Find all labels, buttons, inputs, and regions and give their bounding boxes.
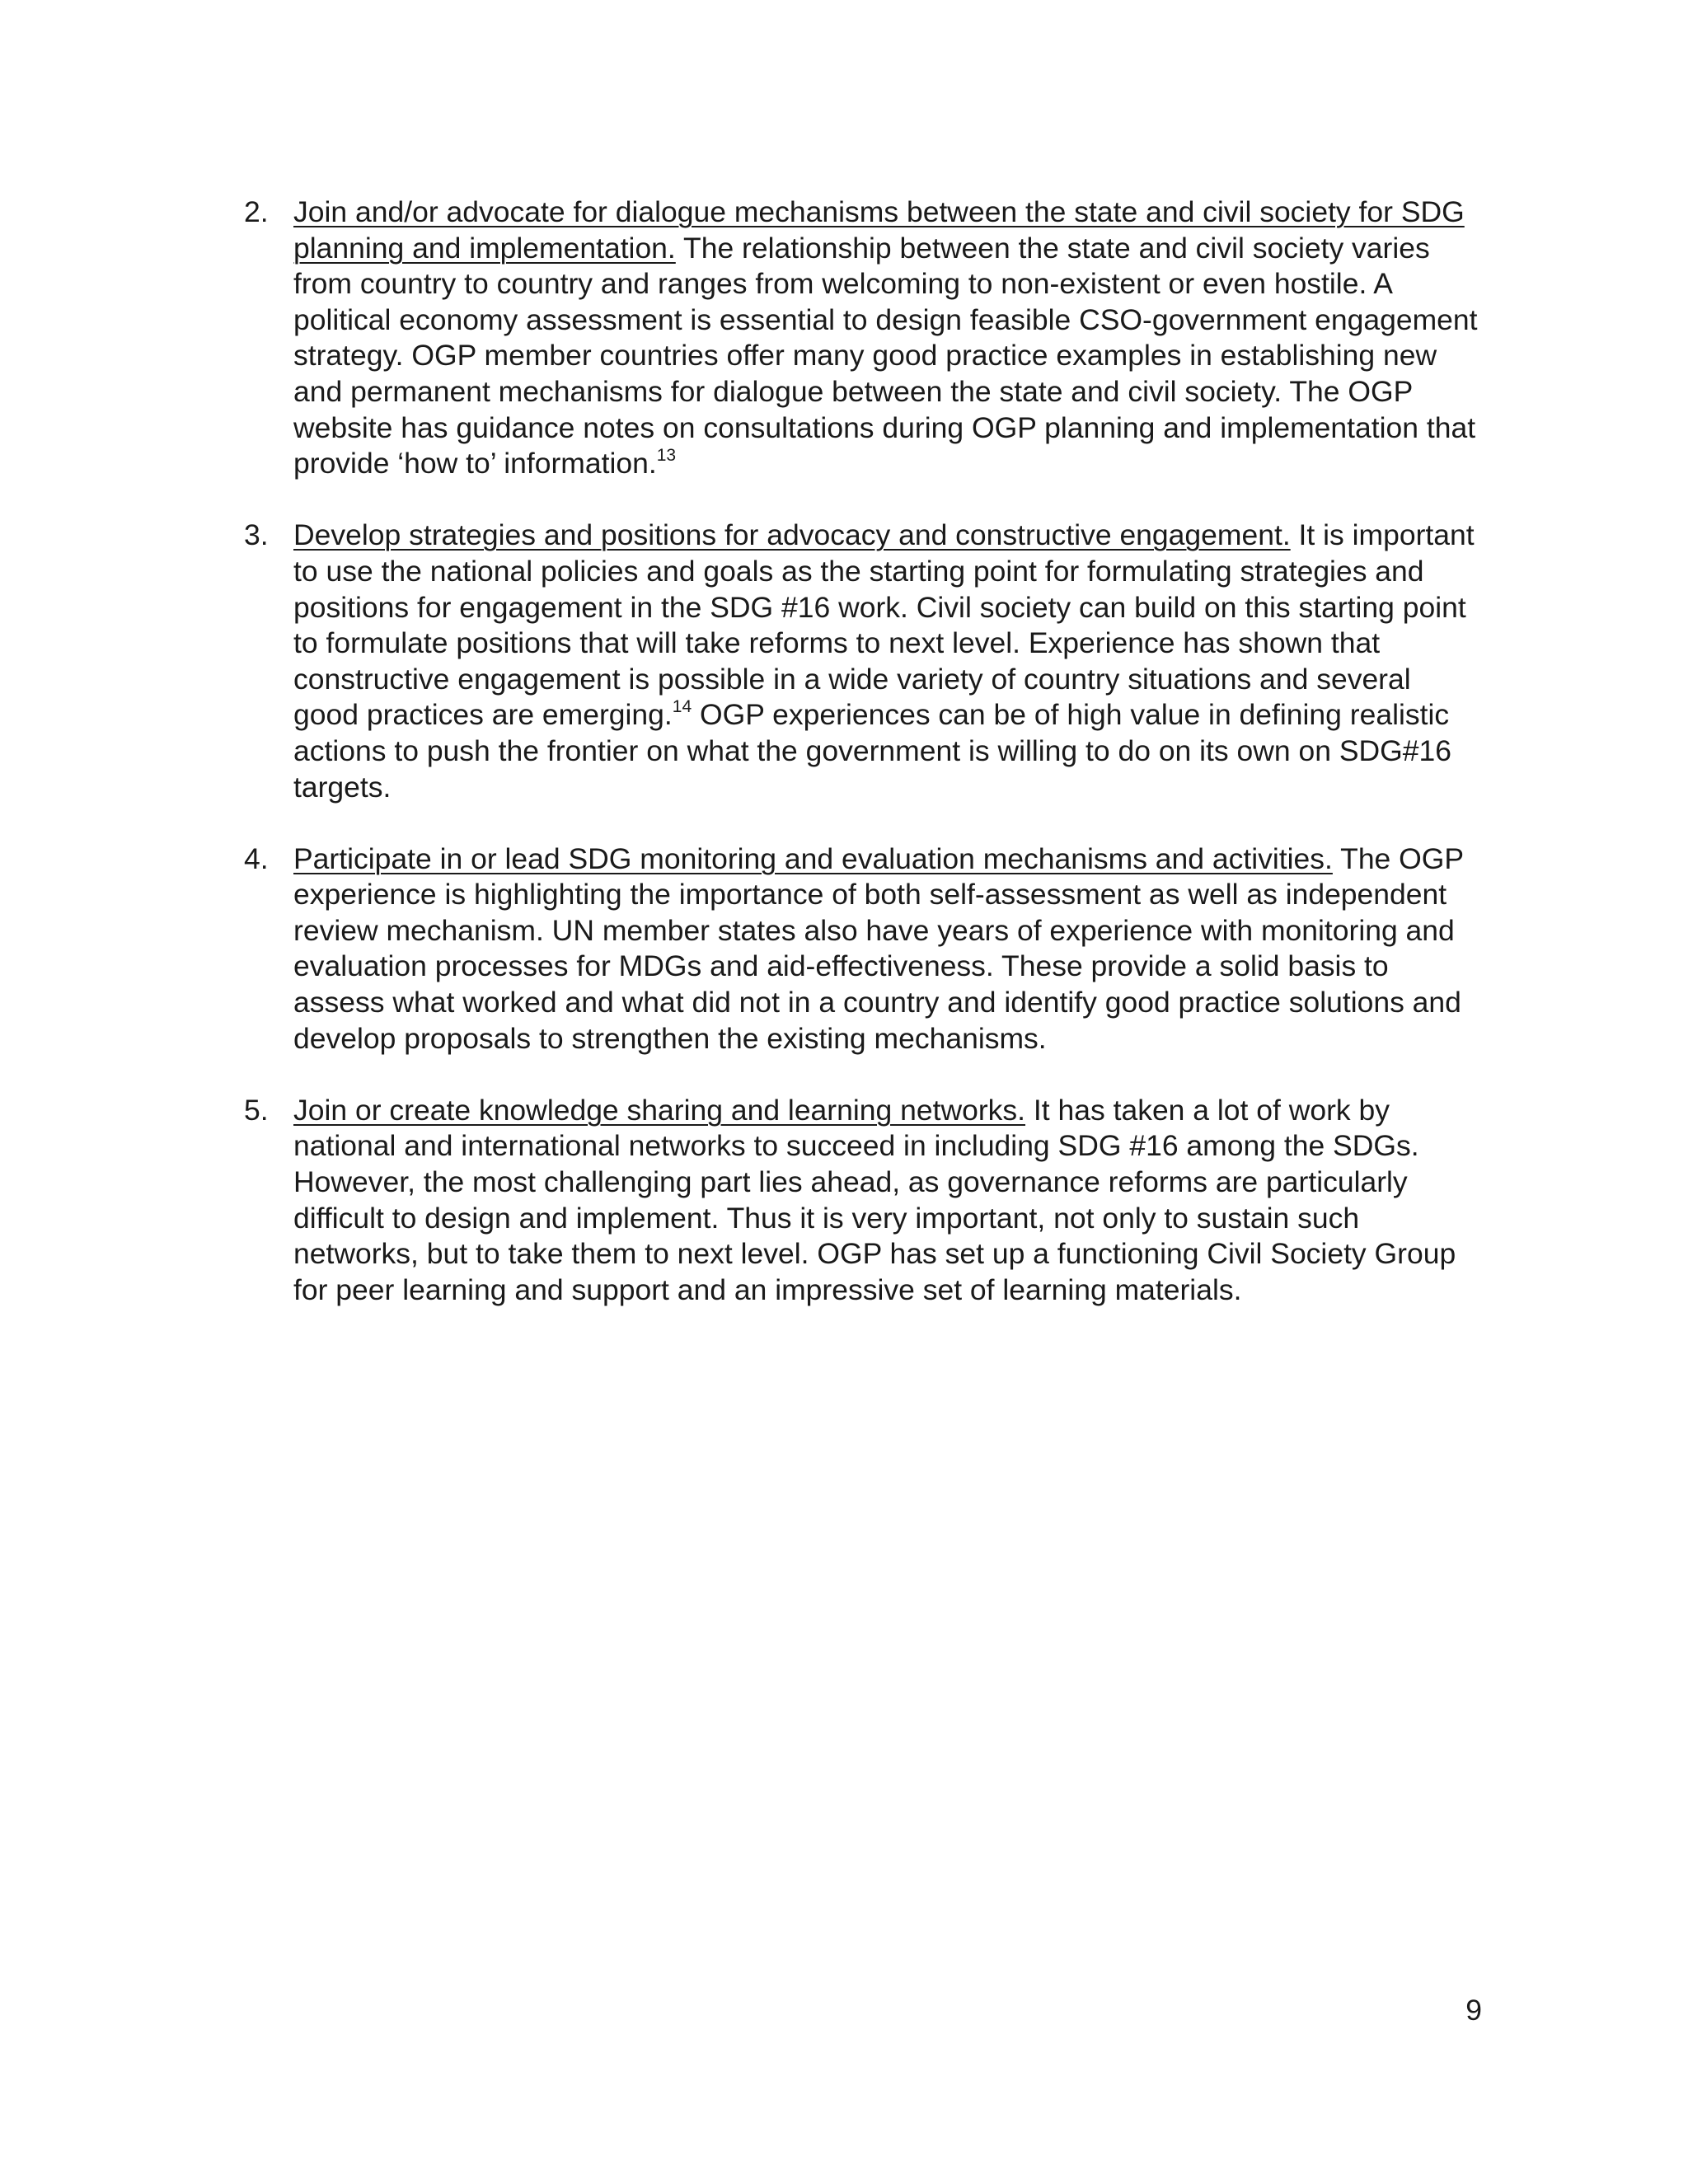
footnote-reference: 13 (656, 446, 677, 466)
recommendations-list (244, 194, 1480, 1344)
list-item-heading: Join and/or advocate for dialogue mechanisms between the state and civil society for SDG planning and implementation. (293, 195, 1465, 265)
list-item-body: It is important to use the national policies and goals as the starting point for formulating strategies and positions for engagement in the SDG #16 work. Civil society can build on this starting point to formulate positions that will take reforms to next level. Experience has shown that constructive engagement is possible in a wide variety of country situations and several good practices are emerging. (293, 518, 1475, 732)
footnote-reference: 14 (672, 697, 692, 717)
list-item-body: It has taken a lot of work by national and international networks to succeed in including SDG #16 among the SDGs. However, the most challenging part lies ahead, as governance reforms are particularly difficult to design and implement. Thus it is very important, not only to sustain such networks, but to take them to next level. OGP has set up a functioning Civil Society Group for peer learning and support and an impressive set of learning materials. (293, 1093, 1456, 1306)
page-number: 9 (1465, 1994, 1482, 2027)
list-item-number: 3. (244, 518, 269, 552)
list-item-heading: Develop strategies and positions for advocacy and constructive engagement. (293, 518, 1291, 552)
list-item-body: The relationship between the state and civil society varies from country to country and ranges from welcoming to non-existent or even hostile. A political economy assessment is essential to design feasible CSO-government engagement strategy. OGP member countries offer many good practice examples in establishing new and permanent mechanisms for dialogue between the state and civil society. The OGP website has guidance notes on consultations during OGP planning and implementation that provide ‘how to’ information. (293, 231, 1478, 480)
list-item (244, 518, 1480, 805)
list-item-heading: Participate in or lead SDG monitoring and evaluation mechanisms and activities. (293, 841, 1333, 875)
list-item (244, 841, 1480, 1057)
list-item (244, 194, 1480, 482)
list-item (244, 1093, 1480, 1309)
list-item-body: The OGP experience is highlighting the importance of both self-assessment as well as independent review mechanism. UN member states also have years of experience with monitoring and evaluation processes for MDGs and aid-effectiveness. These provide a solid basis to assess what worked and what did not in a country and identify good practice solutions and develop proposals to strengthen the existing mechanisms. (293, 841, 1464, 1055)
list-item-number: 4. (244, 841, 269, 875)
list-item-body-continued: OGP experiences can be of high value in defining realistic actions to push the frontier on what the government is willing to do on its own on SDG#16 targets. (293, 698, 1452, 804)
list-item-heading: Join or create knowledge sharing and learning networks. (293, 1093, 1026, 1127)
list-item-number: 5. (244, 1093, 269, 1127)
list-item-number: 2. (244, 195, 269, 228)
